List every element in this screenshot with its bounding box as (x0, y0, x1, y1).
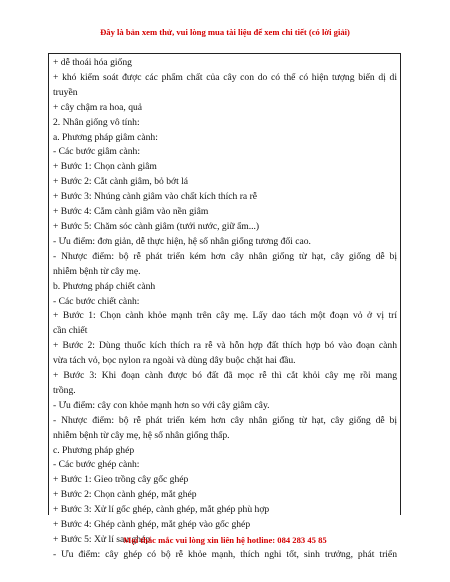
text-line: + Bước 1: Chọn cành giâm (53, 161, 157, 173)
text-line: - Nhược điểm: bộ rễ phát triển kém hơn cây nhân giống từ hạt, cây giống dễ bị (53, 414, 397, 426)
text-line: + Bước 2: Chọn cành ghép, mắt ghép (53, 489, 197, 501)
subsection-heading: c. Phương pháp ghép (53, 444, 135, 456)
preview-notice-banner: Đây là bản xem thử, vui lòng mua tài liệu để xem chi tiết (có lời giải) (100, 27, 350, 37)
text-line: + Bước 2: Cắt cành giâm, bỏ bớt lá (53, 176, 189, 188)
text-line: + Bước 5: Xử lí sau ghép (53, 534, 151, 545)
section-heading: 2. Nhân giống vô tính: (53, 116, 140, 128)
subsection-heading: a. Phương pháp giâm cành: (53, 131, 158, 143)
text-line: - Ưu điểm: đơn giản, dễ thực hiện, hệ số nhân giống tương đối cao. (53, 235, 311, 247)
text-line: - Các bước chiết cành: (53, 295, 140, 307)
subsection-heading: b. Phương pháp chiết cành (53, 280, 156, 292)
text-line: + cây chậm ra hoa, quả (53, 101, 143, 113)
text-line: + khó kiểm soát được các phẩm chất của cây con do có thể có hiện tượng biến dị di (53, 71, 397, 83)
text-line: + Bước 1: Gieo trồng cây gốc ghép (53, 474, 189, 486)
text-line: + Bước 5: Chăm sóc cành giâm (tưới nước, giữ ẩm...) (53, 220, 260, 232)
hotline-contact-banner: Mọi thắc mắc vui lòng xin liên hệ hotline: 084 283 45 85 (123, 535, 327, 545)
text-line: + Bước 1: Chọn cành khỏe mạnh trên cây mẹ. Lấy dao tách một đoạn vỏ ở vị trí (53, 310, 397, 322)
text-line: - Các bước ghép cành: (53, 459, 140, 471)
text-line: + Bước 2: Dùng thuốc kích thích ra rễ và hỗn hợp đất thích hợp bó vào đoạn cành (53, 340, 397, 352)
text-line: cần chiết (53, 325, 88, 337)
text-line: + dễ thoái hóa giống (53, 57, 132, 68)
text-line: - Ưu điểm: cây con khỏe mạnh hơn so với cây giâm cây. (53, 399, 270, 411)
text-line: + Bước 3: Nhúng cành giâm vào chất kích thích ra rễ (53, 191, 258, 203)
text-line: + Bước 3: Khi đoạn cành được bó đất đã mọc rễ thì cắt khỏi cây mẹ rồi mang (53, 370, 397, 382)
text-line: - Nhược điểm: bộ rễ phát triển kém hơn cây nhân giống từ hạt, cây giống dễ bị (53, 250, 397, 262)
text-line: truyền (53, 86, 78, 98)
text-line: nhiễm bệnh từ cây mẹ, hệ số nhân giống thấp. (53, 429, 230, 441)
text-line: + Bước 3: Xử lí gốc ghép, cành ghép, mắt ghép phù hợp (53, 504, 270, 516)
text-line: + Bước 4: Cắm cành giâm vào nền giâm (53, 206, 209, 218)
text-line: - Ưu điểm: cây ghép có bộ rễ khỏe mạnh, thích nghi tốt, sinh trưởng, phát triển (53, 548, 397, 560)
text-line: + Bước 4: Ghép cành ghép, mắt ghép vào gốc ghép (53, 519, 251, 531)
text-line: - Các bước giâm cành: (53, 146, 140, 158)
text-line: trồng. (53, 384, 76, 396)
text-line: nhiễm bệnh từ cây mẹ. (53, 265, 141, 277)
text-line: vừa tách vỏ, bọc nylon ra ngoài và dùng dây buộc chặt hai đầu. (53, 355, 296, 367)
